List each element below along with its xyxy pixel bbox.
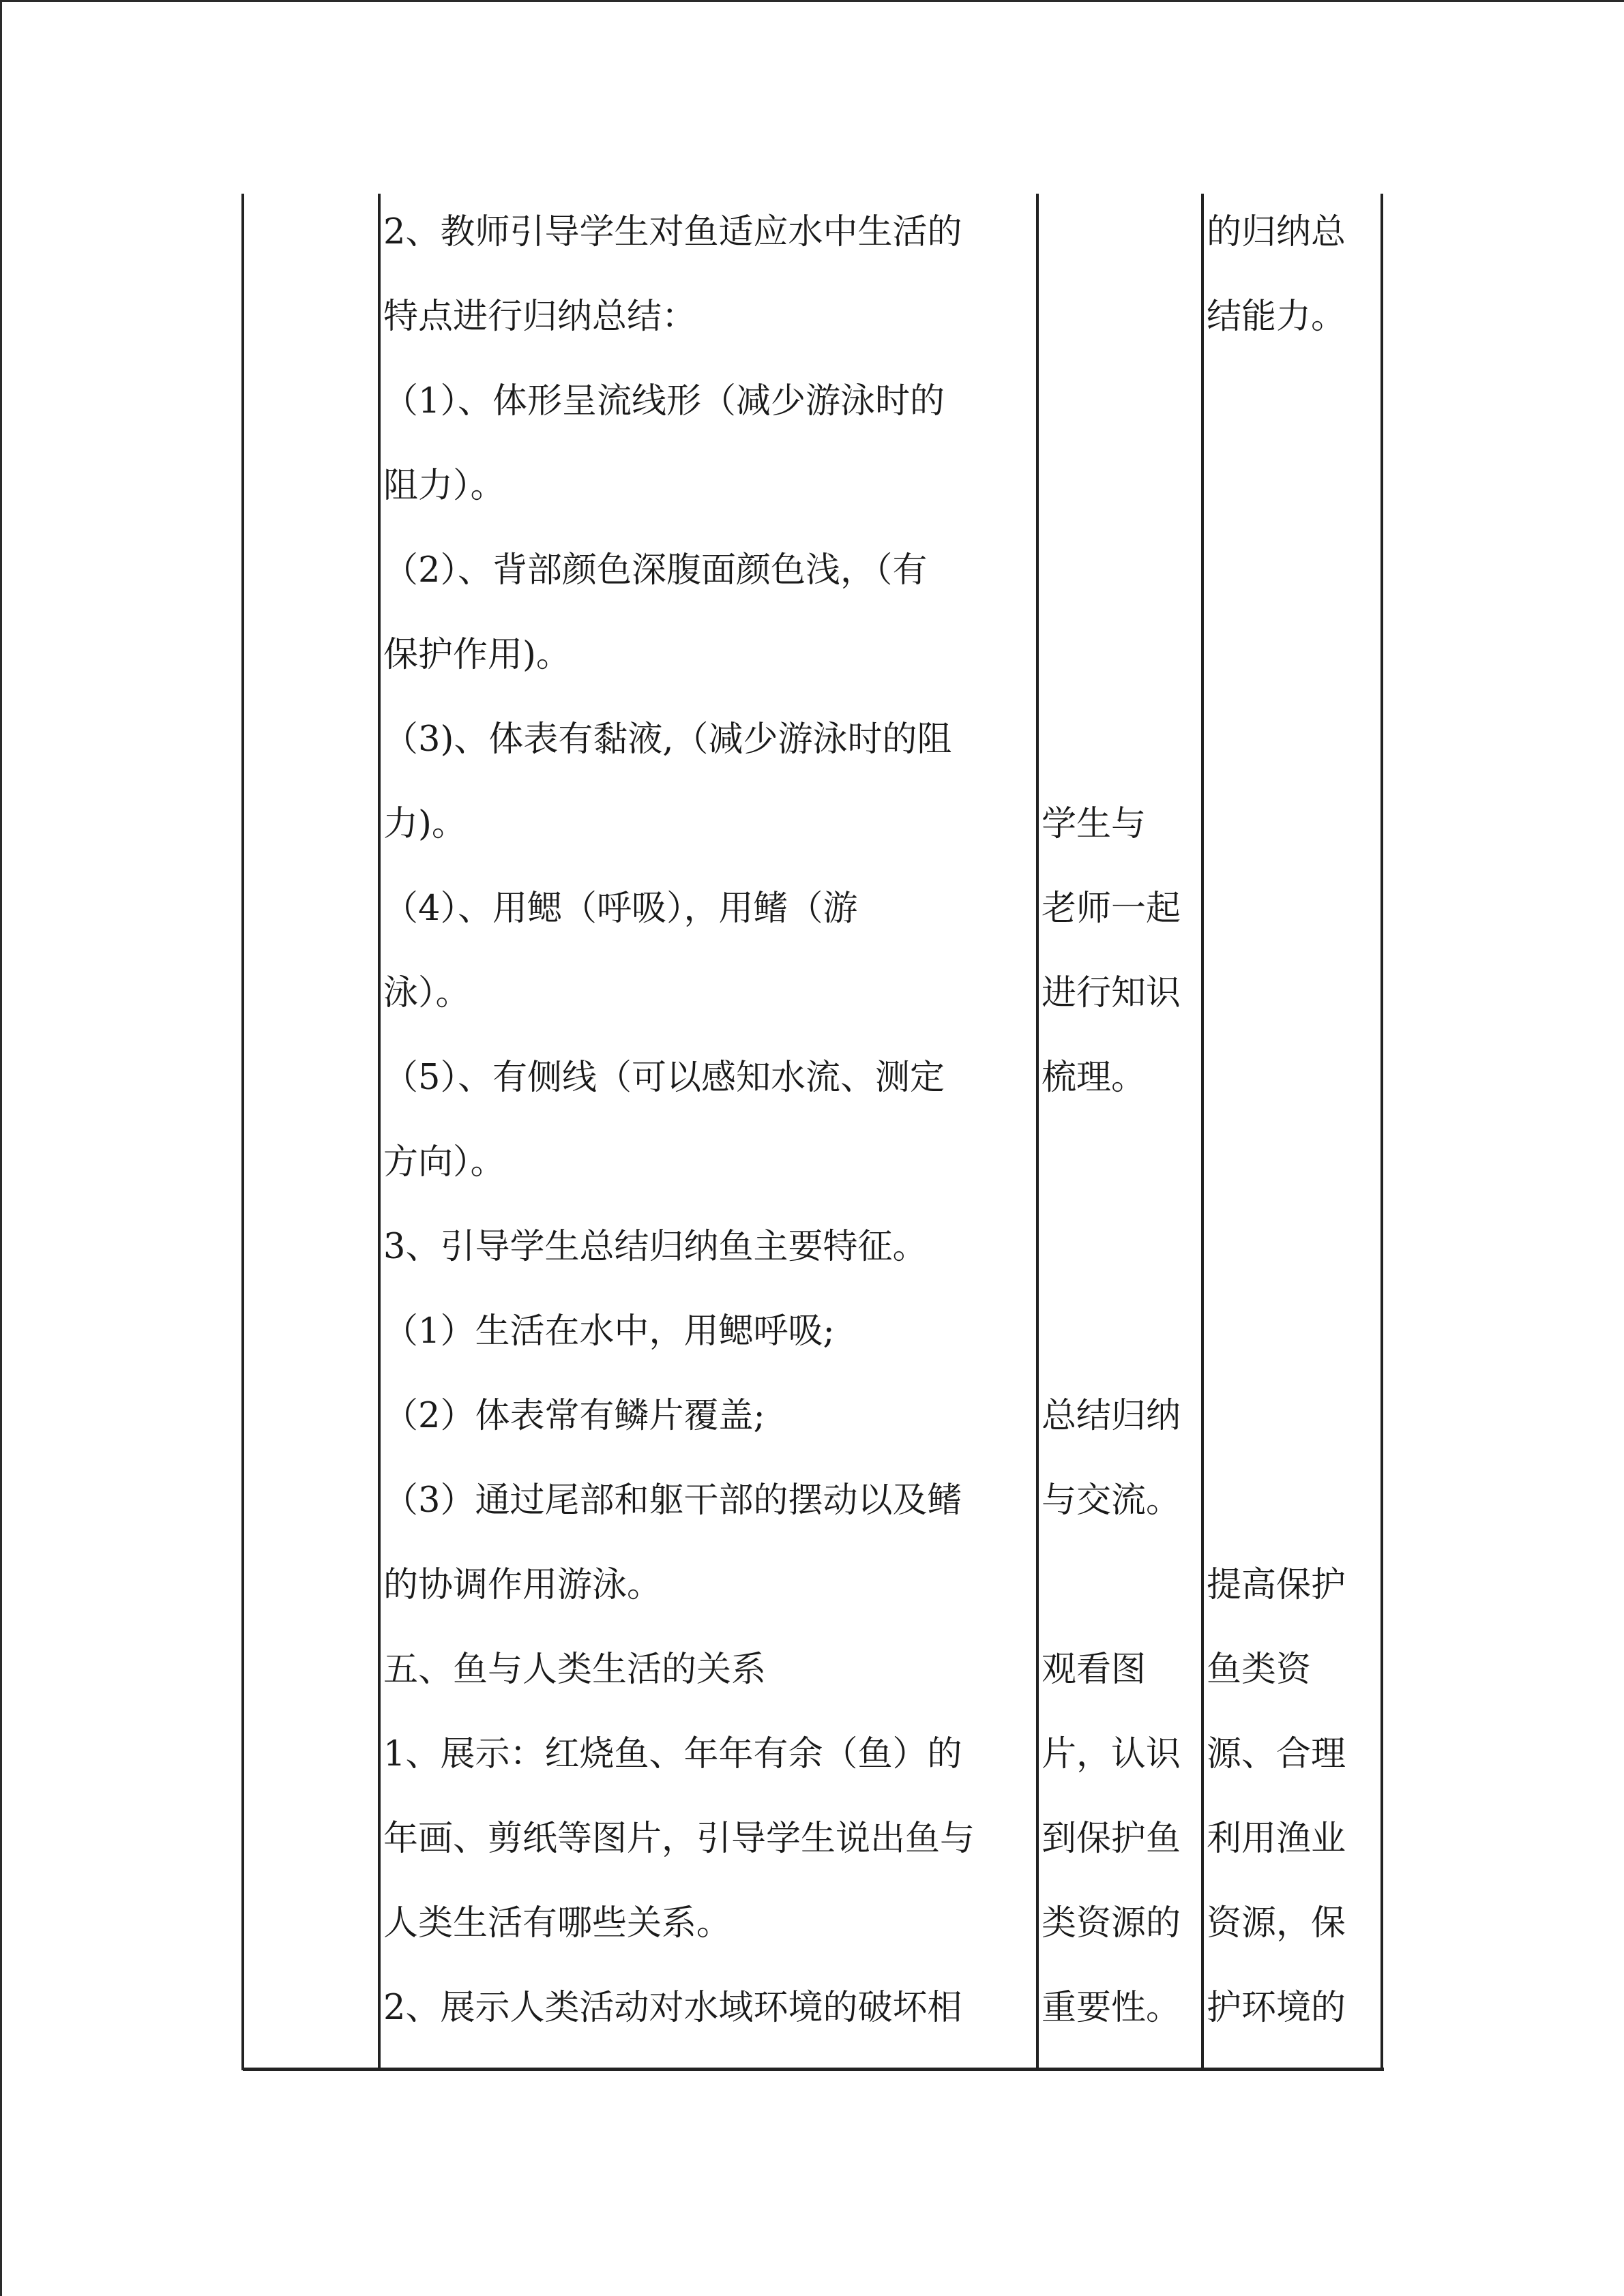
text-line: 泳）。: [383, 973, 471, 1013]
text-line: 结能力。: [1207, 297, 1346, 337]
text-line: 人类生活有哪些关系。: [383, 1903, 732, 1943]
text-line: 源、合理: [1207, 1734, 1346, 1774]
text-line: 梳理。: [1042, 1058, 1147, 1098]
text-line: 片，认识: [1042, 1734, 1181, 1774]
text-line: 老师一起: [1042, 889, 1181, 929]
text-line: 2、展示人类活动对水域环境的破坏相: [383, 1988, 962, 2028]
text-line: 类资源的: [1042, 1903, 1181, 1943]
column-divider-1: [378, 194, 381, 2070]
text-line: 1、展示：红烧鱼、年年有余（鱼）的: [383, 1734, 962, 1774]
text-line: 进行知识: [1042, 973, 1181, 1013]
page-border-top: [0, 0, 1624, 2]
text-line: 的归纳总: [1207, 212, 1346, 252]
text-line: （4）、用鳃（呼吸），用鳍（游: [383, 889, 858, 929]
text-line: 阻力）。: [383, 466, 505, 506]
text-line: 力)。: [383, 804, 467, 844]
text-line: 特点进行归纳总结：: [383, 297, 697, 337]
text-line: 到保护鱼: [1042, 1819, 1181, 1859]
text-line: 五、鱼与人类生活的关系: [383, 1650, 767, 1690]
text-line: 护环境的: [1207, 1988, 1346, 2028]
text-line: （2）体表常有鳞片覆盖;: [383, 1396, 765, 1436]
text-line: 方向）。: [383, 1142, 505, 1182]
text-line: （1）、体形呈流线形（减少游泳时的: [383, 381, 945, 421]
table-border-left: [241, 194, 244, 2070]
text-line: 观看图: [1042, 1650, 1147, 1690]
table-border-bottom: [243, 2068, 1384, 2071]
text-line: （1）生活在水中，用鳃呼吸;: [383, 1311, 835, 1352]
text-line: 保护作用)。: [383, 635, 571, 675]
text-line: 年画、剪纸等图片，引导学生说出鱼与: [383, 1819, 975, 1859]
text-line: （5）、有侧线（可以感知水流、测定: [383, 1058, 945, 1098]
text-line: 利用渔业: [1207, 1819, 1346, 1859]
text-line: 资源，保: [1207, 1903, 1346, 1943]
text-line: 与交流。: [1042, 1480, 1181, 1521]
text-line: 3、引导学生总结归纳鱼主要特征。: [383, 1227, 928, 1267]
column-divider-3: [1201, 194, 1204, 2070]
text-line: 提高保护: [1207, 1565, 1346, 1605]
text-line: 的协调作用游泳。: [383, 1565, 662, 1605]
table-border-right: [1381, 194, 1383, 2070]
page-border-left: [0, 0, 2, 2296]
text-line: 2、教师引导学生对鱼适应水中生活的: [383, 212, 962, 252]
text-line: （3)、体表有黏液,（减少游泳时的阻: [383, 719, 952, 760]
text-line: 学生与: [1042, 804, 1147, 844]
column-divider-2: [1036, 194, 1039, 2070]
text-line: 总结归纳: [1042, 1396, 1181, 1436]
text-line: （2）、背部颜色深腹面颜色浅，（有: [383, 550, 928, 591]
text-line: 重要性。: [1042, 1988, 1181, 2028]
text-line: （3）通过尾部和躯干部的摆动以及鳍: [383, 1480, 962, 1521]
text-line: 鱼类资: [1207, 1650, 1312, 1690]
